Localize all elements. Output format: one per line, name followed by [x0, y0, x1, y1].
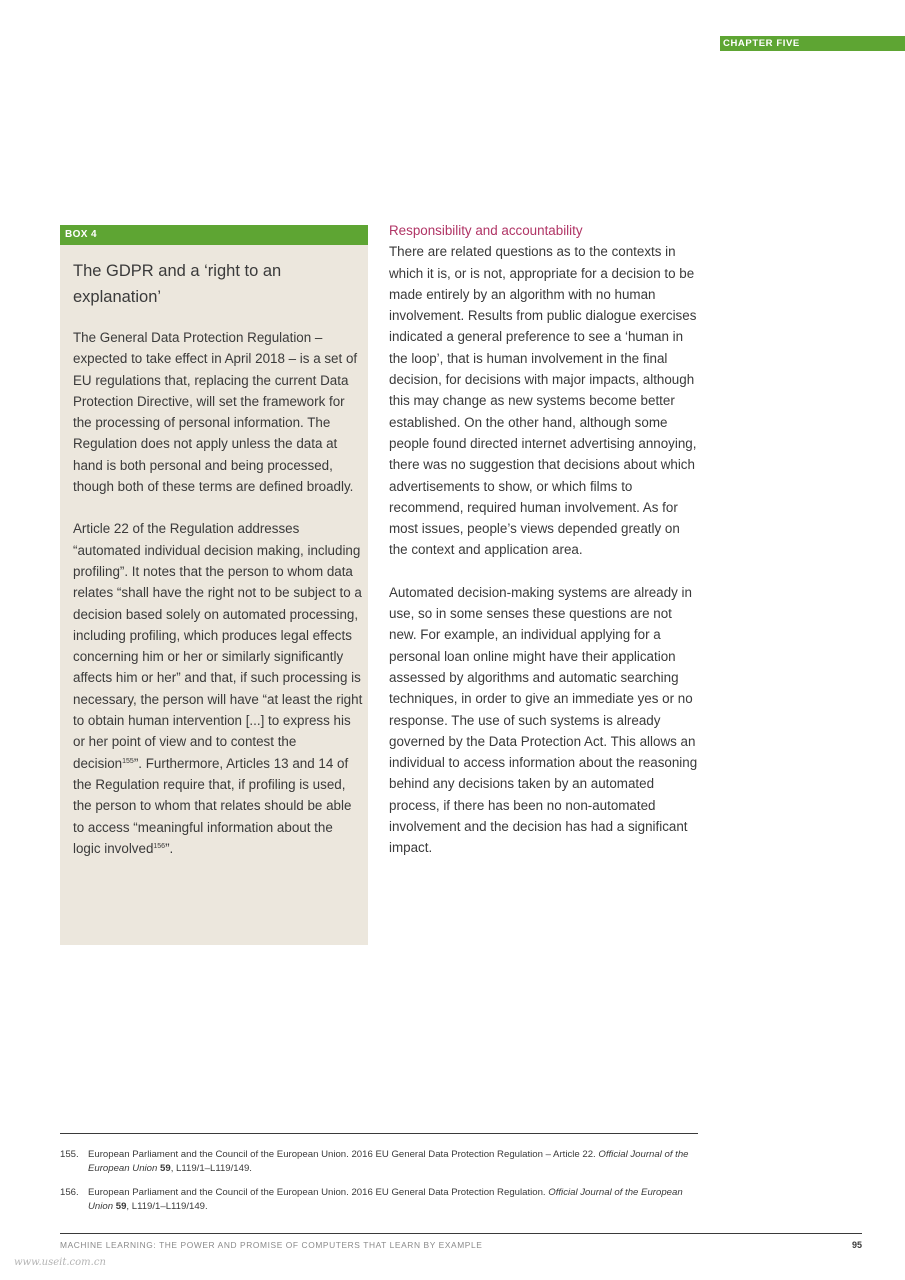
- footnote-ref-155: 155: [122, 757, 134, 765]
- footnote-citation: European Parliament and the Council of the European Union. 2016 EU General Data Protection Regulation.: [88, 1187, 549, 1198]
- main-paragraph-1: There are related questions as to the contexts in which it is, or is not, appropriate for a decision to be made entirely by an algorithm with no human involvement. Results from public dialogue exercises indicated a general preference to see a ‘human in the loop’, that is human involvement in the final decision, for decisions with major impacts, although this may change as new systems become better established. On the other hand, although some people found directed internet advertising annoying, there was no suggestion that decisions about which advertisements to show, or which films to recommend, required human involvement. As for most issues, people’s views depended greatly on the context and application area.: [389, 244, 697, 558]
- main-paragraph-2: Automated decision-making systems are already in use, so in some senses these questions are not new. For example, an individual applying for a personal loan online might have their application assessed by algorithms and automatic searching techniques, in order to give an immediate yes or no response. The use of such systems is already governed by the Data Protection Act. This allows an individual to access information about the reasoning behind any decisions taken by an automated process, if there has been no non-automated involvement and the decision has had a significant impact.: [389, 584, 698, 856]
- footnote-number: 156.: [60, 1187, 79, 1198]
- footnote-pages: , L119/1–L119/149.: [170, 1162, 252, 1174]
- footnote-text: [88, 1148, 700, 1175]
- page-number: 95: [851, 1240, 862, 1250]
- box-paragraph-article-22: [73, 518, 363, 859]
- main-column: [389, 220, 701, 859]
- footnote-journal: Official Journal of the European Union: [88, 1187, 683, 1212]
- footnote-volume: 59: [160, 1162, 171, 1174]
- sidebar-box: [60, 225, 368, 945]
- footnote-divider: [60, 1133, 698, 1134]
- footnote-ref-156: 156: [153, 842, 166, 850]
- footnote-156: [60, 1186, 700, 1213]
- box-text: ”.: [165, 840, 174, 856]
- box-text: Article 22 of the Regulation addresses “automated individual decision making, including profiling”. It notes that the person to whom data relates “shall have the right not to be subject to a decision based solely on automated processing, including profiling, which produces legal effects concerning him or her or similarly significantly affects him or her” and that, if such processing is necessary, the person will have “at least the right to obtain human intervention [...] to express his or her point of view and to contest the decision: [73, 521, 363, 771]
- footnote-volume: 59: [115, 1200, 127, 1212]
- box-text: ”. Furthermore, Articles 13 and 14 of the Regulation require that, if profiling is used, the person to whom that relates should be able to access “meaningful information about the logic involved: [73, 755, 352, 856]
- running-footer: MACHINE LEARNING: THE POWER AND PROMISE OF COMPUTERS THAT LEARN BY EXAMPLE: [60, 1240, 483, 1250]
- watermark: www.useit.com.cn: [14, 1257, 106, 1268]
- section-heading: Responsibility and accountability: [389, 223, 583, 238]
- footnote-citation: European Parliament and the Council of the European Union. 2016 EU General Data Protection Regulation – Article 22.: [88, 1149, 599, 1160]
- box-paragraph-gdpr-intro: The General Data Protection Regulation – expected to take effect in April 2018 – is a set of EU regulations that, replacing the current Data Protection Directive, will set the framework for the processing of personal information. The Regulation does not apply unless the data at hand is both personal and being processed, though both of these terms are defined broadly.: [73, 330, 358, 495]
- box-title: The GDPR and a ‘right to an explanation’: [73, 262, 282, 306]
- footer-divider: [60, 1233, 862, 1234]
- chapter-label: CHAPTER FIVE: [720, 36, 905, 51]
- footnote-155: [60, 1148, 700, 1175]
- footnote-text: [88, 1186, 700, 1213]
- box-label: BOX 4: [60, 225, 368, 245]
- footnote-pages: , L119/1–L119/149.: [126, 1200, 208, 1212]
- footnote-journal: Official Journal of the European Union: [88, 1149, 689, 1174]
- footnote-number: 155.: [60, 1149, 79, 1160]
